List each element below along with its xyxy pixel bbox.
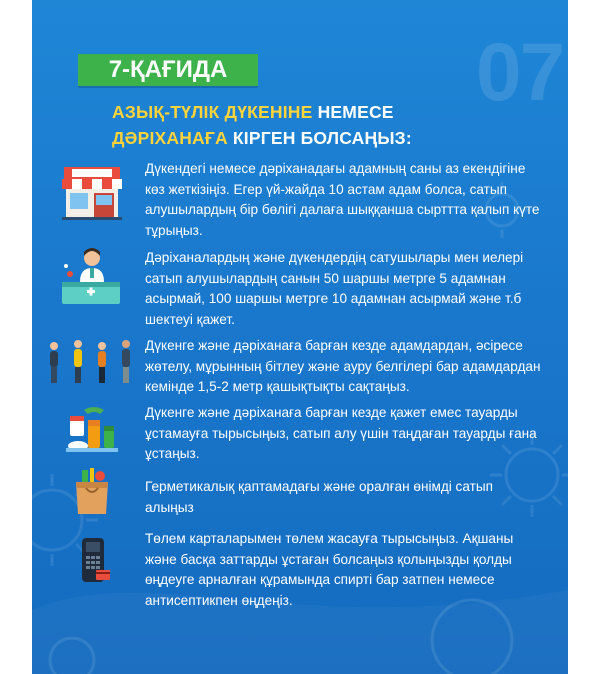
list-item: Төлем карталарымен төлем жасауға тырысыңыз. Ақшаны және басқа заттарды ұстаған болсаңыз қолыңызды қолды өңдеуге арналған құрамында спирті бар затпен немесе антисептикпен өңдеңіз. (145, 531, 514, 608)
heading-highlight-1: АЗЫҚ-ТҮЛІК ДҮКЕНІНЕ (112, 102, 313, 122)
list-item: Дүкенге және дәріханаға барған кезде қажет емес тауарды ұстамауға тырысыңыз, сатып алу үшін таңдаған тауарды ғана ұстаңыз. (145, 405, 537, 461)
medicine-icon (64, 404, 120, 454)
poster (32, 0, 568, 674)
list-item: Дәріханалардың және дүкендердің сатушылары мен иелері сатып алушылардың санын 50 шаршы метрге 5 адамнан асырмай, 100 шаршы метрге 10 адамнан асырмай және т.б шектеуі қажет. (145, 250, 524, 327)
grocery-bag-icon (72, 468, 112, 516)
people-distance-icon (44, 338, 140, 386)
page-title (112, 99, 552, 151)
list-item: Дүкендегі немесе дәріханадағы адамның саны аз екендігіне көз жеткізіңіз. Егер үй-жайда 10 астам адам болса, сатып алушылардың бір бөлігі далаға шыққанша сырттта қалып күте тұрыңыз. (145, 161, 540, 238)
card-terminal-icon (78, 536, 112, 586)
heading-highlight-2: ДӘРІХАНАҒА (112, 128, 228, 148)
pharmacist-icon (56, 244, 124, 308)
heading-rest-1: НЕМЕСЕ (312, 102, 394, 122)
list-item: Дүкенге және дәріханаға барған кезде адамдардан, әсіресе жөтелу, мұрынның бітлеу және ауру белгілері бар адамдардан кемінде 1,5-2 метр қашықтықты сақтаңыз. (145, 338, 541, 394)
shop-icon (58, 163, 126, 221)
heading-rest-2: КІРГЕН БОЛСАҢЫЗ: (227, 128, 412, 148)
list-item: Герметикалық қаптамадағы және оралған өнімді сатып алыңыз (145, 479, 493, 515)
rule-badge: 7-ҚАҒИДА (78, 54, 258, 86)
rule-number-watermark: 07 (476, 27, 564, 118)
